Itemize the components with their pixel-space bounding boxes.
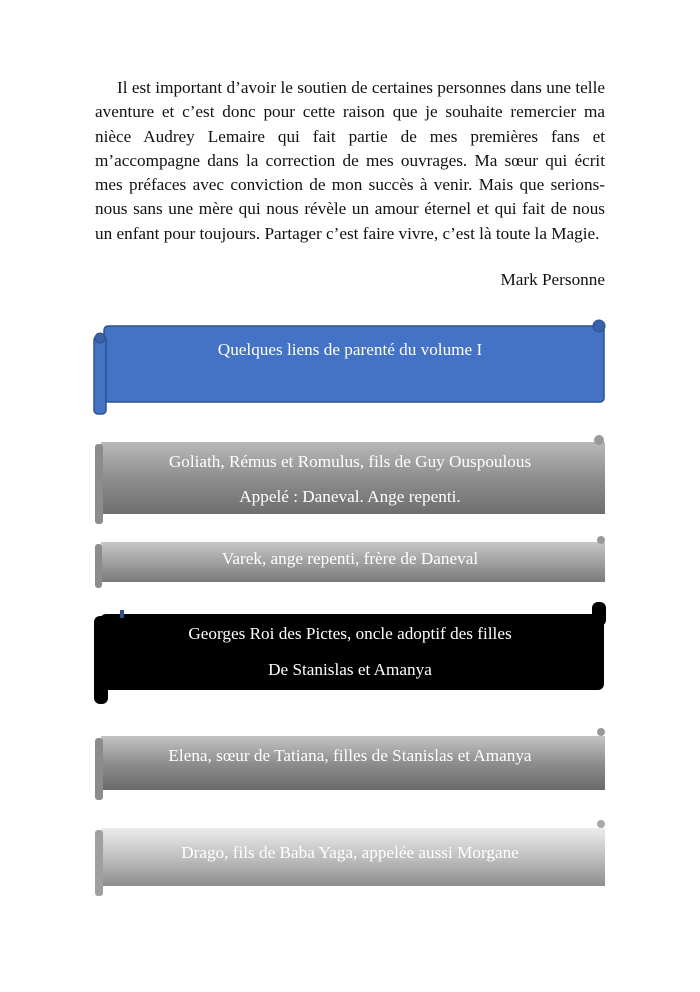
elena-banner bbox=[93, 726, 607, 802]
goliath-banner bbox=[93, 432, 607, 526]
georges-banner bbox=[92, 600, 608, 708]
varek-banner bbox=[93, 534, 607, 588]
author-signature: Mark Personne bbox=[500, 270, 605, 289]
drago-banner bbox=[93, 818, 607, 898]
elena-banner-text: Elena, sœur de Tatiana, filles de Stanislas et Amanya bbox=[168, 746, 532, 765]
title-banner bbox=[92, 318, 608, 418]
acknowledgement-paragraph: Il est important d’avoir le soutien de certaines personnes dans une telle aventure et c’est donc pour cette raison que je souhaite remercier ma nièce Audrey Lemaire qui fait partie de mes premières fans et m’accompagne dans la correction de mes ouvrages. Ma sœur qui écrit mes préfaces avec conviction de mon succès à venir. Mais que serions-nous sans une mère qui nous révèle un amour éternel et qui fait de nous un enfant pour toujours. Partager c’est faire vivre, c’est là toute la Magie. bbox=[95, 78, 605, 243]
title-banner-scroll-shape bbox=[92, 318, 608, 418]
title-banner-text: Quelques liens de parenté du volume I bbox=[217, 340, 483, 359]
drago-banner-text: Drago, fils de Baba Yaga, appelée aussi Morgane bbox=[181, 843, 519, 862]
varek-banner-text: Varek, ange repenti, frère de Daneval bbox=[221, 549, 479, 568]
goliath-banner-line2: Appelé : Daneval. Ange repenti. bbox=[239, 487, 461, 506]
georges-banner-line2: De Stanislas et Amanya bbox=[268, 660, 432, 679]
georges-banner-line1: Georges Roi des Pictes, oncle adoptif des filles bbox=[188, 624, 512, 643]
goliath-banner-scroll-shape bbox=[93, 432, 607, 526]
goliath-banner-line1: Goliath, Rémus et Romulus, fils de Guy Ouspoulous bbox=[168, 452, 532, 471]
georges-banner-scroll-shape bbox=[92, 600, 608, 708]
